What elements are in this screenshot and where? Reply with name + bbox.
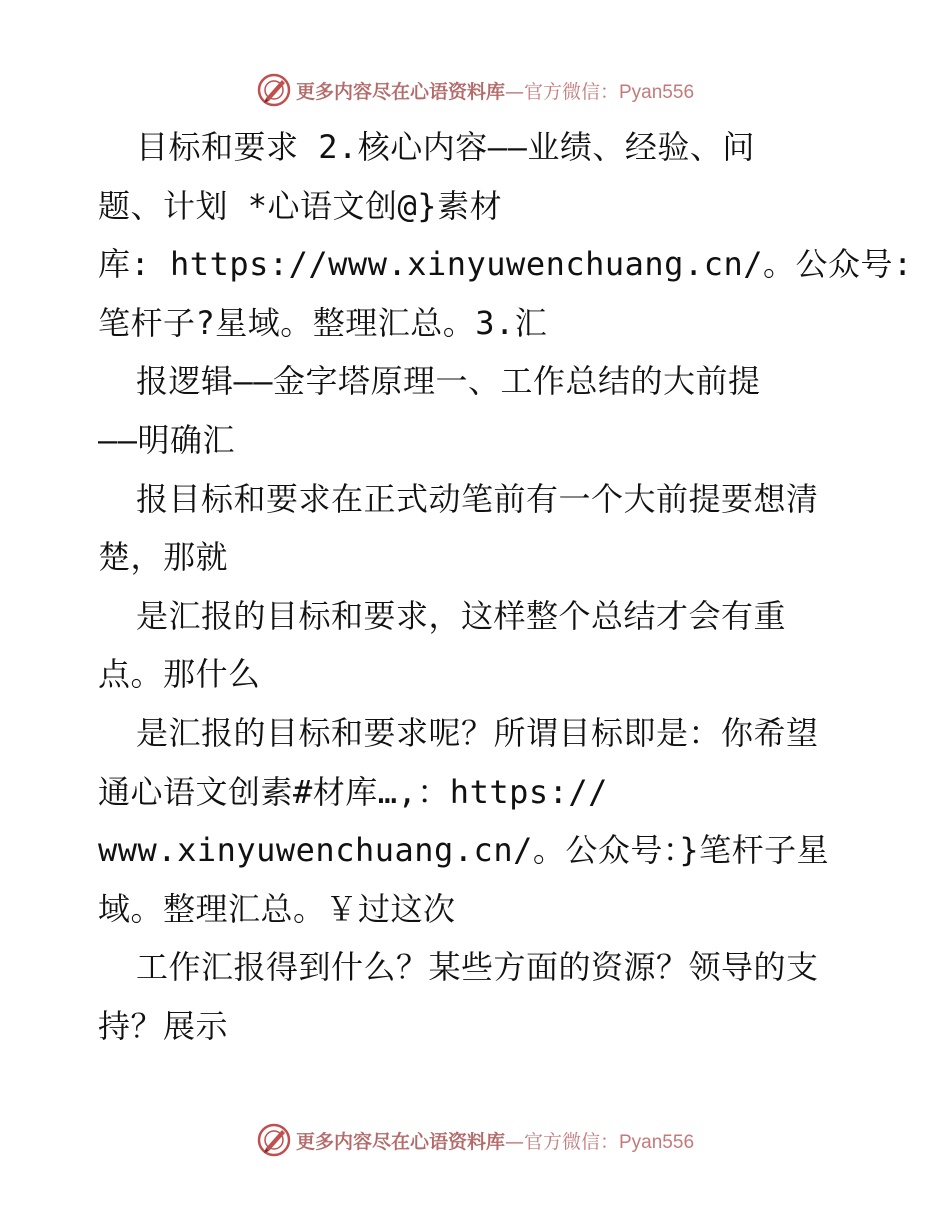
text-line: 是汇报的目标和要求，这样整个总结才会有重 — [136, 596, 787, 635]
banner-main-text: 更多内容尽在心语资料库 — [295, 80, 505, 103]
banner-text — [296, 77, 694, 104]
text-line: 目标和要求 2.核心内容——业绩、经验、问 — [136, 128, 755, 166]
text-line: 工作汇报得到什么？某些方面的资源？领导的支 — [136, 948, 819, 987]
text-line: 域。整理汇总。￥过这次 — [98, 889, 456, 928]
header-banner — [0, 70, 950, 110]
text-line: 楚，那就 — [98, 538, 229, 577]
banner-wechat-id: Pyan556 — [619, 1131, 695, 1153]
text-line: 报目标和要求在正式动笔前有一个大前提要想清 — [136, 479, 819, 518]
banner-wechat-id: Pyan556 — [619, 81, 695, 103]
banner-text — [296, 1127, 694, 1154]
banner-main-text: 更多内容尽在心语资料库 — [295, 1130, 505, 1153]
banner-wechat-label: 官方微信： — [523, 1130, 619, 1153]
text-line: www.xinyuwenchuang.cn/。公众号：}笔杆子星 — [98, 831, 830, 870]
document-body — [98, 118, 913, 1056]
footer-banner — [0, 1120, 950, 1160]
text-line: 持？展示 — [98, 1006, 229, 1045]
banner-wechat-label: 官方微信： — [523, 80, 619, 103]
text-line: 库: https://www.xinyuwenchuang.cn/。公众号: — [98, 245, 913, 284]
text-line: 点。那什么 — [98, 655, 261, 694]
text-line: ——明确汇 — [98, 420, 236, 459]
banner-dash: — — [504, 1130, 524, 1153]
text-line: 报逻辑——金字塔原理一、工作总结的大前提 — [136, 362, 761, 401]
banner-dash: — — [504, 80, 524, 103]
text-line: 是汇报的目标和要求呢？所谓目标即是：你希望 — [136, 713, 819, 752]
pen-logo-icon — [256, 1122, 292, 1158]
text-line: 通心语文创素#材库…,：https:// — [98, 772, 608, 811]
pen-logo-icon — [256, 72, 292, 108]
text-line: 笔杆子?星域。整理汇总。3.汇 — [98, 303, 548, 342]
text-line: 题、计划 *心语文创@}素材 — [98, 186, 503, 225]
